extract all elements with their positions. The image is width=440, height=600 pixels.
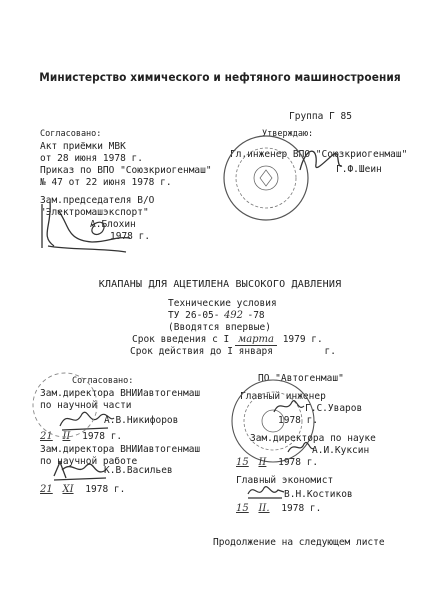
bottom-right-signature-1 xyxy=(272,396,306,418)
left-approval-label: Согласовано: xyxy=(40,129,102,139)
left-approval-date: 1978 г. xyxy=(110,231,151,242)
bottom-right-r3: Главный экономист xyxy=(236,475,334,486)
end-text: Срок действия до I января xyxy=(130,346,273,357)
left-approval-line4: № 47 от 22 июня 1978 г. xyxy=(40,177,172,188)
bottom-right-r2-date xyxy=(236,457,318,468)
intro-note: (Вводятся впервые) xyxy=(168,322,271,333)
r2r-day: 15 xyxy=(236,457,249,468)
left-approval-line5: Зам.председателя В/О xyxy=(40,195,155,206)
r1-day: 21 xyxy=(40,431,53,442)
tu-handwritten-number: 492 xyxy=(223,310,244,321)
bottom-right-r3-date xyxy=(236,503,321,514)
right-approval-line1: Гл.инженер ВПО "Союзкриогенмаш" xyxy=(230,149,408,160)
right-approval-signer: Г.Ф.Шеин xyxy=(336,164,382,175)
bottom-right-r3-signer: В.Н.Костиков xyxy=(284,489,353,500)
bottom-left-r2-date xyxy=(40,484,125,495)
tu-prefix: ТУ 26-05- xyxy=(168,310,220,321)
start-year: 1979 г. xyxy=(282,334,323,345)
left-approval-signer: А.Блохин xyxy=(90,219,136,230)
start-date-line xyxy=(132,334,323,346)
tu-number-line xyxy=(168,310,265,321)
right-approval-label: Утверждаю: xyxy=(262,129,314,139)
bottom-right-signature-3 xyxy=(246,482,286,502)
bottom-left-r2-signer: К.В.Васильев xyxy=(104,465,173,476)
bottom-right-r2: Зам.директора по науке xyxy=(250,433,376,444)
r2r-month: II xyxy=(258,457,267,468)
r2-year: 1978 г. xyxy=(85,484,126,495)
bottom-left-label: Согласовано: xyxy=(72,376,134,386)
ministry-heading: Министерство химического и нефтяного машиностроения xyxy=(39,70,401,84)
r2-month: XI xyxy=(62,484,74,495)
r3-day: 15 xyxy=(236,503,249,514)
tu-suffix: -78 xyxy=(247,310,265,321)
right-approval-signature xyxy=(296,140,344,178)
left-approval-line6: "Электромашэкспорт" xyxy=(40,207,149,218)
bottom-right-r1-year: 1978 г. xyxy=(278,415,319,426)
r2-day: 21 xyxy=(40,484,53,495)
left-approval-line2: от 28 июня 1978 г. xyxy=(40,153,143,164)
r3-year: 1978 г. xyxy=(281,503,322,514)
bottom-left-r2a: Зам.директора ВНИИавтогенмаш xyxy=(40,444,201,455)
left-signature-scribble xyxy=(30,196,140,258)
start-month-handwritten: марта xyxy=(235,334,277,346)
continued-note: Продолжение на следующем листе xyxy=(213,537,385,548)
bottom-right-r1: Главный инженер xyxy=(240,391,326,402)
start-prefix: Срок введения с I xyxy=(132,334,230,345)
bottom-right-label: ПО "Автогенмаш" xyxy=(258,373,344,384)
r1-month: II xyxy=(62,431,71,442)
bottom-left-r2b: по научной работе xyxy=(40,456,138,467)
document-title: КЛАПАНЫ ДЛЯ АЦЕТИЛЕНА ВЫСОКОГО ДАВЛЕНИЯ xyxy=(98,279,342,290)
r1-year: 1978 г. xyxy=(82,431,123,442)
end-year: г. xyxy=(324,346,336,357)
bottom-right-signature-2 xyxy=(286,438,316,458)
bottom-right-r1-signer: Г.С.Уваров xyxy=(305,403,363,414)
bottom-left-r1-signer: А.В.Никифоров xyxy=(104,415,179,426)
group-code: Группа Г 85 xyxy=(289,111,352,122)
r2r-year: 1978 г. xyxy=(278,457,319,468)
bottom-left-r1a: Зам.директора ВНИИавтогенмаш xyxy=(40,388,201,399)
end-date-line xyxy=(130,346,336,357)
bottom-left-r1b: по научной части xyxy=(40,400,132,411)
document-subtitle: Технические условия xyxy=(168,298,277,309)
round-seal-bottom-left xyxy=(30,370,100,440)
bottom-left-signature-2 xyxy=(50,456,110,484)
r3-month: II. xyxy=(258,503,270,514)
bottom-right-r2-signer: А.И.Куксин xyxy=(312,445,370,456)
left-approval-line1: Акт приёмки МВК xyxy=(40,141,126,152)
left-approval-line3: Приказ по ВПО "Союзкриогенмаш" xyxy=(40,165,212,176)
